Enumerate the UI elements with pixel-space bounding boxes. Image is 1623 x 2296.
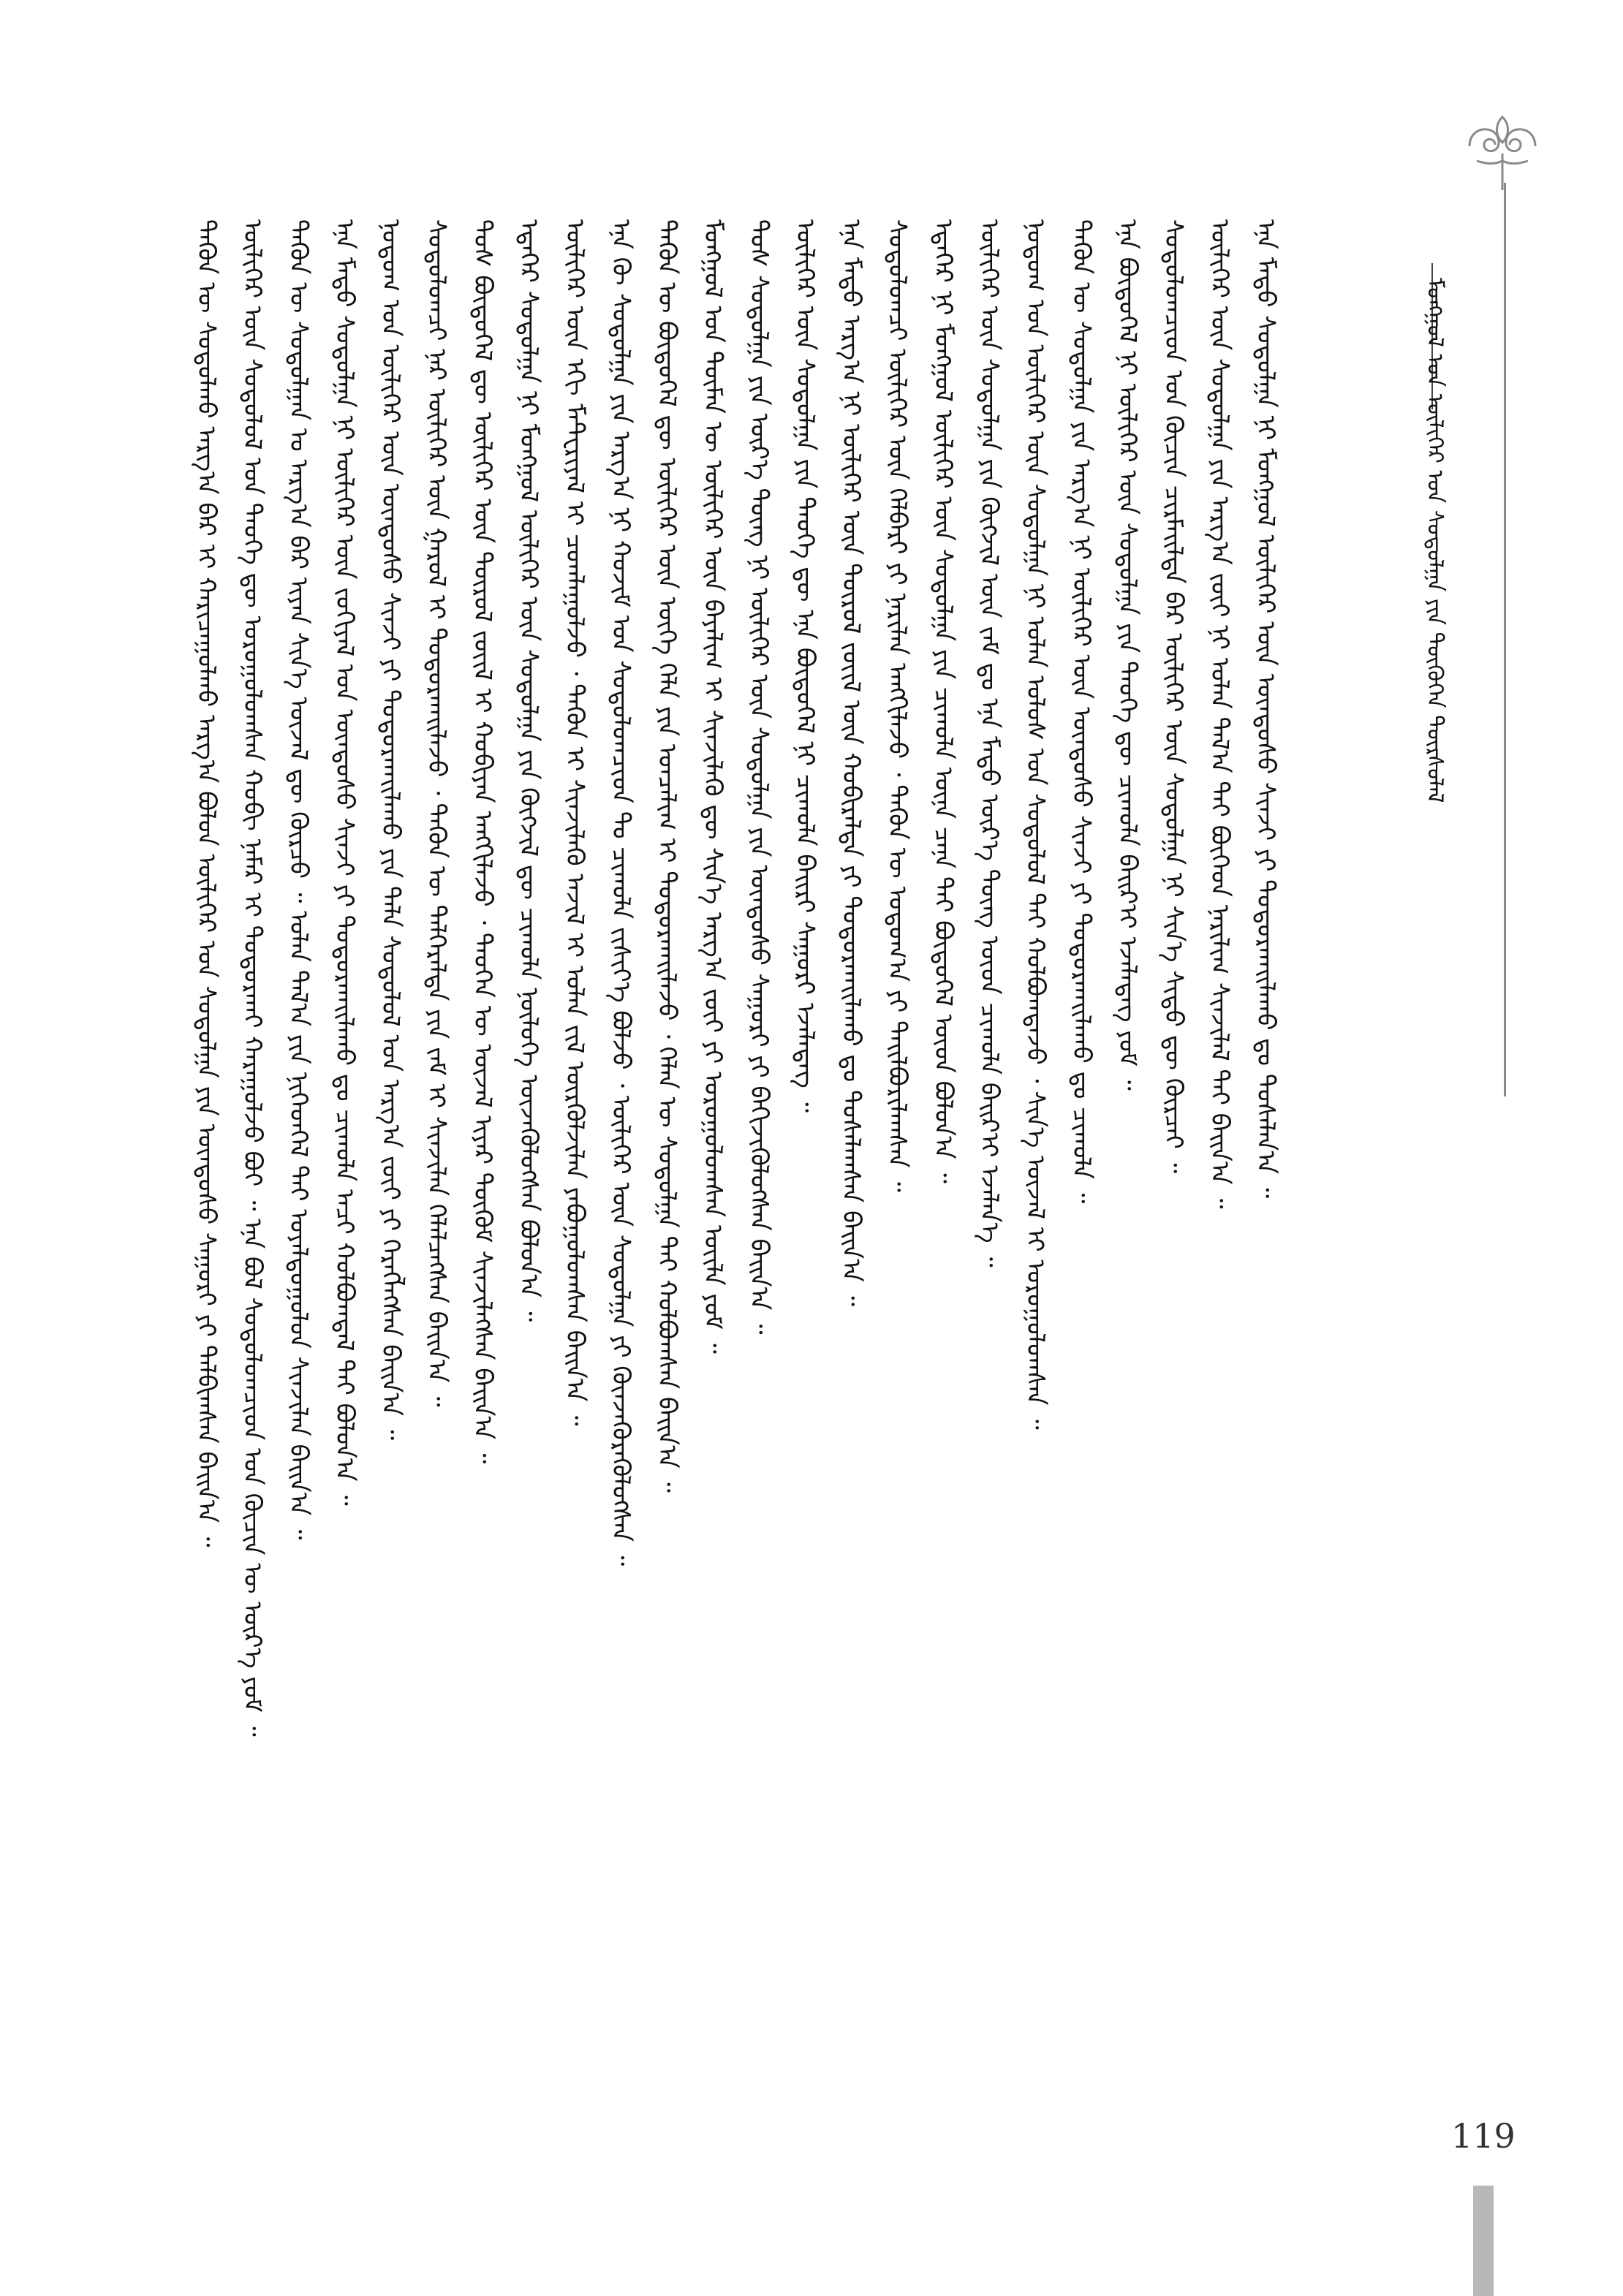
text-column: ᠦᠯᠢᠭᠡᠷ ᠦᠨ ᠰᠤᠳᠤᠯᠭᠠ ᠶᠢᠨ ᠲᠡᠦᠬᠡ ᠳᠦ ᠡᠨᠡ ᠪᠦᠲᠦᠭᠡᠯ ᠨᠢ ᠴᠢᠬᠤᠯᠠ ᠪᠠᠢᠷᠢ ᠰᠠᠭᠤᠷᠢ ᠡᠵᠡᠯᠡᠳᠡᠭ ᠃: [790, 219, 820, 1113]
text-column: ᠲᠤᠰ ᠪᠦᠲᠦᠭᠡᠯ ᠳᠦ ᠦᠯᠢᠭᠡᠷ ᠦᠨ ᠲᠦᠷᠦᠯ ᠵᠦᠢᠯ ᠢ ᠬᠤᠪᠢᠶᠠᠨ ᠠᠩᠭᠢᠯᠠᠵᠤ ᠂ ᠲᠡᠦᠬᠡᠨ ᠦ ᠦᠵᠡᠯ ᠢᠶᠡᠷ ᠳᠦᠭᠦᠮ ᠰᠢᠨᠵᠢᠯᠡᠭᠰᠡᠨ ᠪᠠᠢᠨ᠎ᠠ ᠃: [468, 219, 497, 1464]
text-column: ᠨᠤᠲᠤᠭ ᠤᠨ ᠦᠯᠢᠭᠡᠷ ᠦᠨ ᠦᠨᠳᠦᠰᠦ ᠰᠢᠨᠵᠢ ᠶᠢ ᠲᠣᠳᠣᠷᠬᠠᠢᠯᠠᠬᠤ ᠶᠢᠨ ᠲᠡᠯᠡ ᠰᠤᠳᠤᠯᠤᠯ ᠤᠨ ᠠᠷᠭ᠎ᠠ ᠵᠦᠢ ᠶᠢ ᠬᠡᠷᠡᠭᠯᠡᠭᠰᠡᠨ ᠪᠠᠢᠨ᠎ᠠ ᠃: [376, 219, 405, 1441]
text-column: ᠰᠤᠳᠤᠯᠤᠭᠴᠢ ᠨᠠᠷ ᠦᠯᠢᠭᠡᠷ ᠦᠨ ᠭᠠᠷᠤᠯ ᠢ ᠲᠣᠳᠣᠷᠬᠠᠢᠯᠠᠵᠤ ᠂ ᠲᠡᠭᠦᠨ ᠦ ᠳᠡᠯᠭᠡᠷᠡᠯᠲᠡ ᠶᠢᠨ ᠵᠠᠮ ᠢ ᠰᠢᠨᠵᠢᠯᠡᠨ ᠬᠡᠯᠡᠯᠴᠡᠭᠰᠡᠨ ᠪᠠᠢᠨ᠎ᠠ ᠃: [422, 219, 451, 1407]
text-column: ᠲᠡᠭᠦᠨ ᠦ ᠰᠤᠳᠤᠯᠭᠠ ᠶᠢᠨ ᠠᠷᠭ᠎ᠠ ᠨᠢ ᠦᠯᠢᠭᠡᠷ ᠦᠨ ᠦᠨᠳᠦᠰᠦ ᠰᠢᠨᠵᠢ ᠶᠢ ᠲᠣᠳᠣᠷᠬᠠᠢᠯᠠᠬᠤ ᠳᠤ ᠴᠢᠬᠤᠯᠠ ᠃: [1067, 219, 1096, 1204]
text-column: ᠲᠡᠭᠦᠨ ᠦ ᠰᠤᠳᠤᠯᠬᠤ ᠠᠷᠭ᠎ᠠ ᠪᠠᠷ ᠢ ᠬᠠᠷᠢᠴᠠᠭᠤᠯᠬᠤ ᠠᠷᠭ᠎ᠠ ᠪᠤᠯᠤᠨ ᠦᠯᠢᠭᠡᠷ ᠤᠨ ᠰᠤᠳᠤᠯᠭᠠ ᠶᠢᠨ ᠦᠨᠳᠦᠰᠦ ᠰᠠᠭᠤᠷᠢ ᠶᠢ ᠲᠠᠯᠪᠢᠭᠰᠠᠨ ᠪᠠᠢᠨ᠎ᠠ ᠃: [192, 219, 221, 1547]
text-column: ᠡᠨᠡ ᠮᠡᠲᠦ ᠠᠷᠭ᠎ᠠ ᠨᠢ ᠦᠯᠢᠭᠡᠷ ᠦᠨ ᠲᠦᠷᠦᠯ ᠵᠦᠢᠯ ᠦᠨ ᠬᠤᠪᠢᠷᠠᠯᠲᠠ ᠶᠢ ᠲᠣᠳᠣᠷᠬᠠᠢᠯᠠᠬᠤ ᠳᠤ ᠲᠤᠰᠠᠯᠠᠭᠰᠠᠨ ᠪᠠᠢᠨ᠎ᠠ ᠃: [836, 219, 866, 1306]
text-column: ᠡᠨᠡ ᠪᠦᠲᠦᠭᠡᠯ ᠨᠢ ᠦᠯᠢᠭᠡᠷ ᠦᠨ ᠰᠤᠳᠤᠯᠭᠠ ᠶᠢᠨ ᠲᠡᠦᠬᠡ ᠳᠦ ᠴᠢᠬᠤᠯᠠ ᠪᠠᠢᠷ᠎ᠢ ᠡᠵᠡᠯᠡᠳᠡᠭ ᠶᠤᠮ ᠃: [1113, 219, 1142, 1091]
page-edge-tab: [1473, 2186, 1494, 2296]
body-text: [183, 219, 1389, 2061]
ornament-rule: [1504, 183, 1506, 1096]
text-column: ᠡᠨᠡ ᠬᠦ ᠰᠤᠳᠤᠯᠭᠠ ᠶᠢᠨ ᠠᠷᠭ᠎ᠠ ᠨᠢ ᠬᠣᠵᠢᠮ ᠤᠨ ᠰᠤᠳᠤᠯᠤᠭᠴᠢᠳ ᠲᠤ ᠴᠢᠬᠤᠯᠠ ᠵᠢᠱᠢᠶ᠎ᠡ ᠪᠣᠯᠵᠤ ᠂ ᠦᠯᠢᠭᠡᠷ ᠦᠨ ᠰᠤᠳᠤᠯᠭᠠ ᠶᠢ ᠭᠦᠨᠵᠡᠭᠦᠷᠡᠭᠦᠯᠦᠭᠰᠡᠨ ᠃: [606, 219, 635, 1566]
text-column: ᠰᠤᠳᠤᠯᠤᠭᠴᠢᠳ ᠤᠨ ᠬᠦᠴᠢᠨ ᠴᠢᠷᠮᠠᠢᠯᠲᠠ ᠪᠠᠷ ᠦᠯᠢᠭᠡᠷ ᠦᠨ ᠰᠤᠳᠤᠯᠭᠠ ᠨᠢ ᠰᠢᠨ᠎ᠡ ᠰᠢᠲᠤ ᠳᠦ ᠬᠦᠷᠴᠡᠢ ᠃: [1159, 219, 1188, 1174]
text-column: ᠰᠤᠳᠤᠯᠤᠭᠴᠢ ᠦᠯᠢᠭᠡᠷ ᠦᠨ ᠬᠡᠯᠪᠡᠷᠢ ᠶᠢ ᠨᠠᠷᠢᠯᠠᠨ ᠠᠩᠭᠢᠯᠠᠵᠤ ᠂ ᠲᠡᠭᠦᠨ ᠦ ᠤᠲᠤᠭ᠎ᠠ ᠶᠢ ᠲᠠᠢᠯᠪᠤᠷᠢᠯᠠᠭᠰᠠᠨ ᠃: [882, 219, 912, 1192]
running-header: ᠮᠣᠩᠭᠤᠯ ᠤᠨ ᠦᠯᠢᠭᠡᠷ ᠤᠨ ᠰᠤᠳᠤᠯᠭᠠ ᠶᠢᠨ ᠲᠦᠬᠦᠬᠡᠨ ᠳᠦᠷᠰᠦᠯᠡᠯ: [1422, 278, 1448, 803]
text-column: ᠦᠯᠢᠭᠡᠷ ᠦᠨ ᠰᠤᠳᠤᠯᠤᠯ ᠤᠨ ᠲᠡᠦᠬᠡ ᠳᠦ ᠣᠷᠣᠭᠤᠯᠤᠭᠰᠠᠨ ᠬᠤᠪᠢ ᠨᠡᠮᠡᠷ ᠢ ᠲᠣᠳᠣᠷᠬᠠᠢ ᠬᠠᠷᠠᠭᠤᠯᠵᠤ ᠪᠤᠢ ᠃ ᠡᠨᠡ ᠪᠣᠯ ᠰᠤᠳᠤᠯᠤᠭᠴᠢᠳ ᠤᠨ ᠬᠦᠴᠢᠨ ᠦ ᠦᠷ᠎ᠡ ᠶᠤᠮ ᠃: [238, 219, 267, 1737]
text-column: ᠡᠨᠡ ᠮᠡᠲᠦ ᠰᠤᠳᠤᠯᠭᠠ ᠨᠢ ᠦᠯᠢᠭᠡᠷ ᠦᠨ ᠵᠣᠬᠢᠶᠠᠯ ᠤᠨ ᠦᠨᠳᠦᠰᠦ ᠰᠢᠨᠵᠢ ᠶᠢ ᠲᠣᠳᠣᠷᠬᠠᠢᠯᠠᠬᠤ ᠳᠤ ᠴᠢᠬᠤᠯᠠ ᠠᠴᠢ ᠬᠣᠯᠪᠣᠭᠳᠠᠯ ᠲᠠᠢ ᠪᠣᠯᠤᠨ᠎ᠠ ᠃: [330, 219, 359, 1506]
text-column: ᠡᠨᠡ ᠮᠡᠲᠦ ᠰᠤᠳᠤᠯᠭᠠ ᠨᠢ ᠮᠣᠩᠭᠤᠯ ᠦᠯᠢᠭᠡᠷ ᠦᠨ ᠦᠨᠳᠦᠰᠦ ᠰᠢᠨᠵᠢ ᠶᠢ ᠲᠣᠳᠣᠷᠬᠠᠢᠯᠠᠬᠤ ᠳᠤ ᠲᠤᠰᠠᠯᠠᠨ᠎ᠠ ᠃: [1251, 219, 1280, 1199]
text-column: ᠨᠤᠲᠤᠭ ᠤᠨ ᠦᠯᠢᠭᠡᠷ ᠦᠨ ᠰᠤᠳᠤᠯᠭᠠ ᠨᠢ ᠣᠯᠠᠨ ᠤᠯᠤᠰ ᠤᠨ ᠰᠤᠳᠤᠯᠤᠯ ᠲᠠᠢ ᠬᠣᠯᠪᠣᠭᠳᠠᠵᠤ ᠂ ᠰᠢᠨ᠎ᠡ ᠦᠵᠡᠯ ᠢ ᠣᠷᠣᠭᠤᠯᠤᠭᠰᠠᠨ ᠃: [1021, 219, 1050, 1430]
text-column: ᠲᠤᠰ ᠰᠤᠳᠤᠯᠭᠠ ᠶᠢᠨ ᠦᠷ᠎ᠡ ᠳᠦᠩ ᠨᠢ ᠦᠯᠢᠭᠡᠷ ᠦᠨ ᠰᠤᠳᠤᠯᠭᠠ ᠶᠢᠨ ᠦᠨᠳᠦᠰᠦ ᠰᠠᠭᠤᠷᠢ ᠶᠢ ᠪᠡᠬᠢᠵᠢᠭᠦᠯᠦᠭᠰᠡᠨ ᠪᠠᠢᠨ᠎ᠠ ᠃: [744, 219, 773, 1335]
text-column: ᠦᠯᠢᠭᠡᠷ ᠦᠨ ᠰᠤᠳᠤᠯᠭᠠ ᠶᠢᠨ ᠠᠷᠭ᠎ᠠ ᠵᠦᠢ ᠨᠢ ᠣᠯᠠᠨ ᠲᠠᠯ᠎ᠠ ᠲᠠᠢ ᠪᠥᠭᠡᠳ ᠨᠠᠷᠢᠯᠢᠭ ᠰᠢᠨᠵᠢᠯᠡᠯ ᠲᠡᠢ ᠪᠠᠢᠨ᠎ᠠ ᠃: [1205, 219, 1234, 1209]
page-number: 119: [1451, 2116, 1516, 2156]
text-column: ᠮᠣᠩᠭᠤᠯ ᠤᠨ ᠲᠦᠮᠡᠨ ᠦ ᠦᠯᠢᠭᠡᠷ ᠦᠨ ᠪᠠᠶᠠᠯᠢᠭ ᠢ ᠰᠢᠨᠵᠢᠯᠡᠬᠦ ᠳᠦ ᠰᠢᠨ᠎ᠡ ᠠᠷᠭ᠎ᠠ ᠵᠦᠢ ᠶᠢ ᠣᠷᠣᠭᠤᠯᠤᠭᠰᠠᠨ ᠦᠢᠯᠡ ᠶᠤᠮ ᠃: [698, 219, 727, 1354]
text-column: ᠡᠳᠡᠭᠡᠷ ᠰᠤᠳᠤᠯᠭᠠ ᠨᠢ ᠮᠣᠩᠭᠤᠯ ᠦᠯᠢᠭᠡᠷ ᠦᠨ ᠰᠤᠳᠤᠯᠭᠠ ᠶᠢᠨ ᠬᠥᠭᠵᠢᠯ ᠳᠦ ᠴᠢᠬᠤᠯᠠ ᠨᠥᠯᠥᠭᠡ ᠦᠵᠡᠭᠦᠯᠦᠭᠰᠡᠨ ᠪᠣᠯᠤᠨ᠎ᠠ ᠃: [514, 219, 543, 1322]
text-column: ᠲᠡᠭᠦᠨ ᠦ ᠪᠦᠲᠦᠭᠡᠯ ᠳᠦ ᠦᠯᠢᠭᠡᠷ ᠦᠨ ᠦᠭᠡ ᠬᠡᠯᠡ ᠶᠢᠨ ᠣᠨᠴᠠᠯᠢᠭ ᠢ ᠲᠣᠳᠣᠷᠬᠠᠢᠯᠠᠵᠤ ᠂ ᠬᠡᠯᠡᠨ ᠦ ᠰᠤᠳᠤᠯᠭᠠ ᠲᠠᠢ ᠬᠣᠯᠪᠣᠭᠰᠠᠨ ᠪᠠᠢᠨ᠎ᠠ ᠃: [652, 219, 681, 1493]
ornament-icon: [1455, 110, 1550, 197]
text-column: ᠦᠯᠢᠭᠡᠷ ᠦᠨ ᠰᠤᠳᠤᠯᠭᠠ ᠶᠢᠨ ᠬᠥᠭᠵᠢᠯ ᠦᠨ ᠵᠠᠮ ᠳᠤ ᠡᠨᠡ ᠮᠡᠲᠦ ᠦᠷ᠎ᠡ ᠳᠦᠩ ᠦᠳ ᠴᠢᠬᠤᠯᠠ ᠪᠠᠢᠷ᠎ᠢ ᠡᠵᠡᠯᠡᠨ᠎ᠡ ᠃: [975, 219, 1004, 1268]
text-column: ᠡᠳᠡᠭᠡᠷ ᠨᠢ ᠮᠣᠩᠭᠤᠯ ᠦᠯᠢᠭᠡᠷ ᠦᠨ ᠰᠤᠳᠤᠯᠭᠠ ᠶᠢᠨ ᠴᠢᠬᠤᠯᠠ ᠦᠨᠡ ᠴᠡᠨᠡ ᠲᠠᠢ ᠪᠦᠲᠦᠭᠡᠯ ᠦᠳ ᠪᠣᠯᠤᠨ᠎ᠠ ᠃: [928, 219, 958, 1183]
text-column: ᠲᠡᠭᠦᠨ ᠦ ᠰᠤᠳᠤᠯᠭᠠᠨ ᠤ ᠠᠷᠭ᠎ᠠ ᠪᠠᠷ ᠢᠶᠠᠨ ᠰᠢᠨ᠎ᠡ ᠦᠵᠡᠯ ᠳᠦ ᠬᠦᠷᠴᠦ ᠃ ᠣᠯᠠᠨ ᠲᠠᠯ᠎ᠠ ᠶᠢᠨ ᠨᠢᠭᠡᠳᠬᠡᠯ ᠲᠡᠢ ᠤᠶᠠᠯᠳᠤᠭᠤᠯᠤᠨ ᠰᠢᠨᠵᠢᠯᠡᠨ ᠪᠠᠢᠨ᠎ᠠ ᠃: [284, 219, 313, 1540]
text-column: ᠦᠯᠢᠭᠡᠷ ᠦᠨ ᠡᠬᠢ ᠮᠠᠲ᠋ᠧᠷᠢᠶᠠᠯ ᠢ ᠴᠤᠭᠯᠠᠭᠤᠯᠵᠤ ᠂ ᠲᠡᠭᠦᠨ ᠢ ᠰᠢᠨᠵᠢᠯᠡᠬᠦ ᠠᠵᠢᠯ ᠢ ᠣᠯᠠᠨ ᠵᠢᠯ ᠦᠷᠭᠦᠯᠵᠢᠯᠡᠨ ᠶᠠᠪᠤᠭᠤᠯᠤᠭᠰᠠᠨ ᠪᠠᠢᠨ᠎ᠠ ᠃: [560, 219, 589, 1426]
